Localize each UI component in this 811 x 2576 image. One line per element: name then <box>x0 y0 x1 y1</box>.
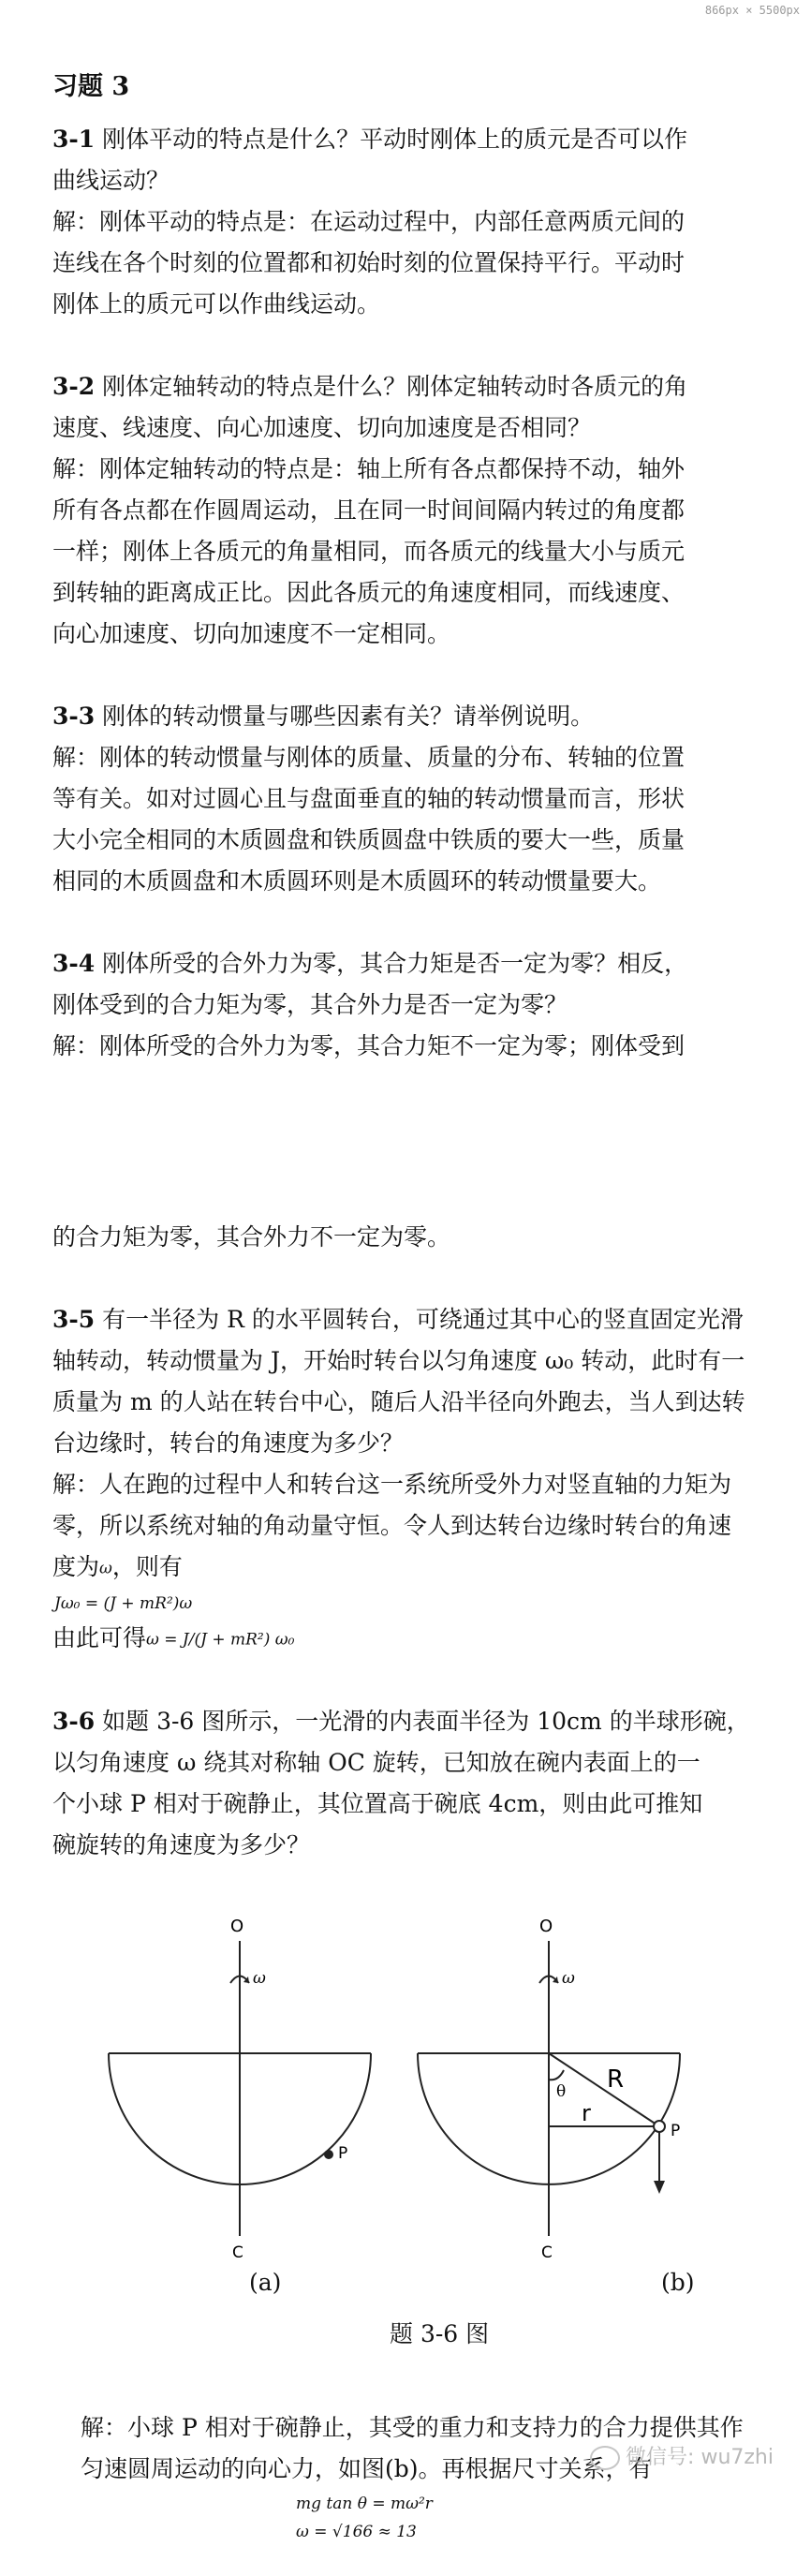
question-text: 刚体所受的合外力为零，其合力矩是否一定为零？相反， <box>102 950 688 977</box>
answer-line-continued: 的合力矩为零，其合外力不一定为零。 <box>52 1223 451 1251</box>
question-text: 刚体定轴转动的特点是什么？刚体定轴转动时各质元的角 <box>102 373 688 400</box>
answer-line: 解：刚体定轴转动的特点是：轴上所有各点都保持不动，轴外 <box>52 455 686 482</box>
figure-b <box>418 1941 680 2236</box>
question-3-1-line-2: 曲线运动？ <box>52 167 170 194</box>
question-text: 如题 3-6 图所示，一光滑的内表面半径为 10cm 的半球形碗， <box>102 1708 750 1735</box>
answer-line: 零，所以系统对轴的角动量守恒。令人到达转台边缘时转台的角速 <box>52 1512 732 1539</box>
answer-line: 匀速圆周运动的向心力，如图(b)。再根据尺寸关系，有 <box>81 2455 653 2482</box>
theta-arc <box>549 2070 564 2080</box>
answer-line: 向心加速度、切向加速度不一定相同。 <box>52 620 451 647</box>
question-number: 3-1 <box>52 126 96 153</box>
figure-a <box>109 1941 371 2236</box>
caption-a: (a) <box>249 2269 282 2296</box>
document-page <box>52 66 764 2347</box>
answer-line: 到转轴的距离成正比。因此各质元的角速度相同，而线速度、 <box>52 579 686 606</box>
question-3-4-line-1 <box>52 943 764 985</box>
label-o-a: O <box>230 1917 244 1936</box>
label-omega-a: ω <box>253 1969 266 1988</box>
answer-line: 所有各点都在作圆周运动，且在同一时间间隔内转过的角度都 <box>52 496 686 524</box>
question-number: 3-6 <box>52 1708 96 1735</box>
label-big-r: R <box>607 2065 625 2094</box>
page-title: 习题 3 <box>52 72 130 101</box>
question-3-5-line-4: 台边缘时，转台的角速度为多少？ <box>52 1429 405 1457</box>
answer-line: 相同的木质圆盘和木质圆环则是木质圆环的转动惯量要大。 <box>52 867 662 895</box>
label-c-a: C <box>232 2243 243 2262</box>
bowl-diagrams <box>52 1903 764 2306</box>
solution-3-6 <box>81 2407 774 2546</box>
answer-line: 解：刚体的转动惯量与刚体的质量、质量的分布、转轴的位置 <box>52 744 686 771</box>
question-text: 刚体的转动惯量与哪些因素有关？请举例说明。 <box>102 703 595 730</box>
dimension-label: 866px × 5500px <box>704 4 800 17</box>
answer-line: 等有关。如对过圆心且与盘面垂直的轴的转动惯量而言，形状 <box>52 785 686 812</box>
equation-force-balance: mg tan θ = mω²r <box>296 2495 433 2513</box>
equation-omega-result: ω = J/(J + mR²) ω₀ <box>146 1630 295 1649</box>
question-text: 有一半径为 R 的水平圆转台，可绕通过其中心的竖直固定光滑 <box>102 1306 744 1333</box>
question-3-2-line-2: 速度、线速度、向心加速度、切向加速度是否相同？ <box>52 414 592 441</box>
label-p-b: P <box>671 2122 681 2140</box>
ball-p-b <box>654 2121 665 2132</box>
question-number: 3-3 <box>52 703 96 730</box>
label-omega-b: ω <box>562 1969 575 1988</box>
equation-omega-value: ω = √166 ≈ 13 <box>296 2523 417 2541</box>
ball-p-a <box>325 2151 332 2158</box>
answer-result: 由此可得ω = J/(J + mR²) ω₀ <box>52 1623 295 1651</box>
question-number: 3-4 <box>52 950 96 977</box>
answer-line: 解：小球 P 相对于碗静止，其受的重力和支持力的合力提供其作 <box>81 2414 744 2441</box>
question-3-4-line-2: 刚体受到的合力矩为零，其合外力是否一定为零？ <box>52 991 568 1018</box>
question-3-5-line-1 <box>52 1299 764 1340</box>
label-small-r: r <box>582 2100 591 2126</box>
question-3-6-line-2: 以匀角速度 ω 绕其对称轴 OC 旋转，已知放在碗内表面上的一 <box>52 1749 700 1776</box>
question-number: 3-2 <box>52 373 96 400</box>
label-c-b: C <box>541 2243 553 2262</box>
figure-title: 题 3-6 图 <box>390 2320 490 2347</box>
answer-line: 解：刚体所受的合外力为零，其合力矩不一定为零；刚体受到 <box>52 1032 686 1059</box>
question-3-6-line-3: 个小球 P 相对于碗静止，其位置高于碗底 4cm，则由此可推知 <box>52 1790 703 1817</box>
equation-angular-momentum: Jω₀ = (J + mR²)ω <box>54 1593 193 1613</box>
question-number: 3-5 <box>52 1306 96 1333</box>
caption-b: (b) <box>661 2269 695 2296</box>
question-text: 刚体平动的特点是什么？平动时刚体上的质元是否可以作 <box>102 126 688 153</box>
answer-line: 度为ω，则有 <box>52 1553 183 1580</box>
question-3-2-line-1 <box>52 366 764 407</box>
question-3-3-line-1 <box>52 696 764 737</box>
answer-line: 一样；刚体上各质元的角量相同，而各质元的线量大小与质元 <box>52 538 686 565</box>
answer-line: 解：人在跑的过程中人和转台这一系统所受外力对竖直轴的力矩为 <box>52 1471 732 1498</box>
answer-line: 解：刚体平动的特点是：在运动过程中，内部任意两质元间的 <box>52 208 686 235</box>
answer-line: 连线在各个时刻的位置都和初始时刻的位置保持平行。平动时 <box>52 249 686 276</box>
question-3-1-line-1 <box>52 119 764 160</box>
wechat-icon <box>590 2446 620 2470</box>
answer-line: 大小完全相同的木质圆盘和铁质圆盘中铁质的要大一些，质量 <box>52 826 686 853</box>
label-theta: θ <box>556 2082 567 2101</box>
wechat-watermark: 微信号: wu7zhi <box>590 2441 774 2470</box>
label-o-b: O <box>539 1917 553 1936</box>
answer-line: 刚体上的质元可以作曲线运动。 <box>52 290 381 318</box>
question-3-6-line-4: 碗旋转的角速度为多少？ <box>52 1831 311 1858</box>
omega-symbol: ω <box>99 1559 112 1578</box>
question-3-5-line-3: 质量为 m 的人站在转台中心，随后人沿半径向外跑去，当人到达转 <box>52 1388 745 1415</box>
label-p-a: P <box>338 2144 348 2163</box>
figure-3-6 <box>52 1903 764 2347</box>
question-3-5-line-2: 轴转动，转动惯量为 J，开始时转台以匀角速度 ω₀ 转动，此时有一 <box>52 1347 745 1374</box>
question-3-6-line-1 <box>52 1701 764 1742</box>
